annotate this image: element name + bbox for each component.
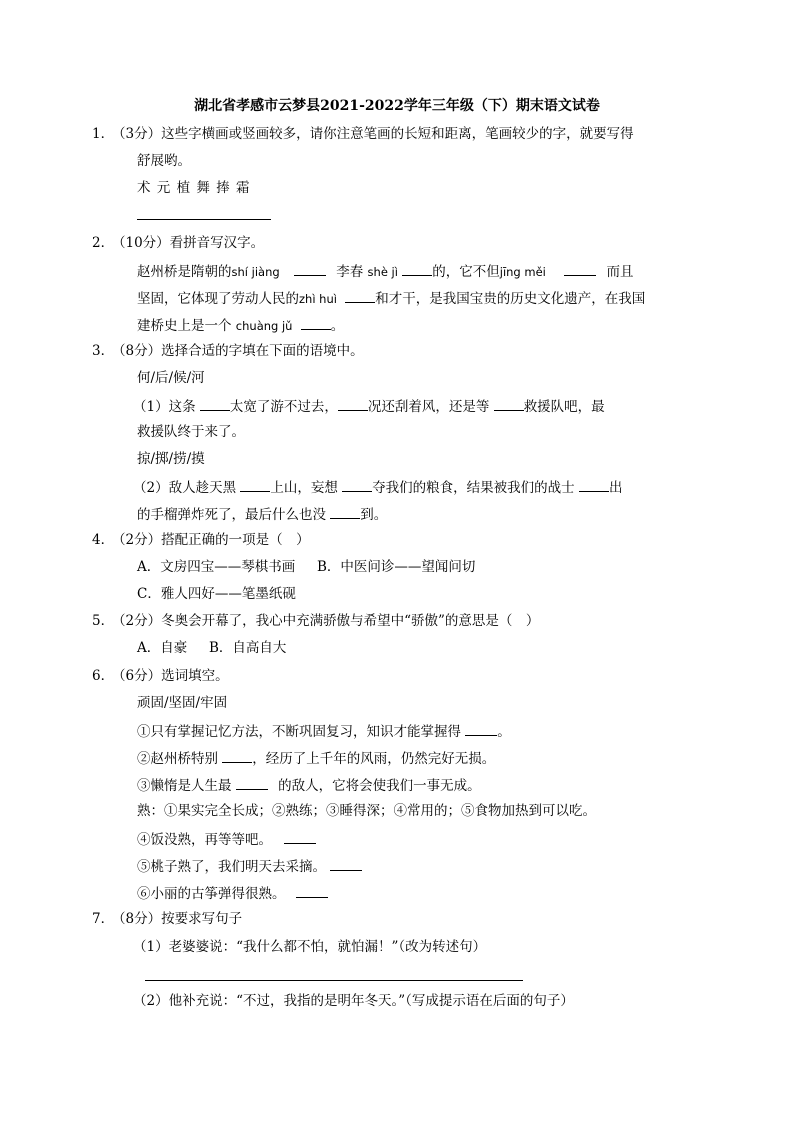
q7-sentence-1: （1）老婆婆说：“我什么都不怕，就怕漏！”（改为转述句）	[133, 939, 487, 955]
q6-item-1	[137, 721, 511, 741]
q2-text: 的，它不但	[432, 264, 500, 280]
q3-char-set-1: 何/后/候/河	[137, 370, 205, 386]
q3-text: （2）敌人趁天黑	[133, 480, 237, 496]
q3-blank-5[interactable]	[342, 477, 372, 492]
q6-text: ②赵州桥特别	[137, 751, 218, 767]
q6-blank-2[interactable]	[222, 748, 252, 763]
q2-blank-3[interactable]	[564, 261, 596, 276]
q4-option-c[interactable]: C．雅人四好——笔墨纸砚	[137, 586, 296, 602]
q3-sentence-2-cont	[137, 504, 387, 524]
q1-text: （3分）这些字横画或竖画较多，请你注意笔画的长短和距离，笔画较少的字，就要写得	[112, 126, 634, 142]
q6-blank-3[interactable]	[236, 775, 268, 790]
q6-text: ⑥小丽的古筝弹得很熟。	[137, 886, 286, 902]
pinyin: shè jì	[367, 265, 398, 279]
q6-text: ，经历了上千年的风雨，仍然完好无损。	[252, 751, 496, 767]
q3-number: 3．	[92, 343, 115, 359]
q5-prompt: （2分）冬奥会开幕了，我心中充满骄傲与希望中“骄傲”的意思是（ ）	[112, 613, 540, 629]
q6-text: ③懒惰是人生最	[137, 778, 232, 794]
q3-blank-2[interactable]	[338, 396, 368, 411]
q2-blank-1[interactable]	[294, 261, 326, 276]
q3-sentence-1	[133, 396, 605, 416]
q2-line1	[137, 261, 633, 281]
q2-text: 。	[330, 318, 345, 334]
q5-option-a[interactable]: A．自豪	[137, 640, 188, 656]
q6-number: 6．	[92, 668, 115, 684]
q3-text: 的手榴弹炸死了，最后什么也没	[137, 507, 326, 523]
q6-text: 的敌人，它将会使我们一事无成。	[278, 778, 481, 794]
q2-blank-5[interactable]	[301, 315, 331, 330]
q3-sentence-2	[133, 477, 622, 497]
q6-word-options: 顽固/坚固/牢固	[137, 695, 228, 711]
q6-example-1	[137, 829, 316, 849]
pinyin: zhì huì	[299, 292, 337, 306]
q6-shu-definitions: 熟：①果实完全长成；②熟练；③睡得深；④常用的；⑤食物加热到可以吃。	[137, 803, 596, 819]
q6-blank-6[interactable]	[296, 883, 328, 898]
q3-blank-3[interactable]	[494, 396, 524, 411]
q3-text: 上山，妄想	[270, 480, 338, 496]
q2-line3	[137, 315, 344, 335]
q6-text: ④饭没熟，再等等吧。	[137, 832, 272, 848]
q7-answer-line-1[interactable]	[145, 980, 523, 981]
q6-text: ①只有掌握记忆方法，不断巩固复习，知识才能掌握得	[137, 724, 461, 740]
q2-blank-2[interactable]	[402, 261, 432, 276]
q7-sentence-2: （2）他补充说：“不过，我指的是明年冬天。”（写成提示语在后面的句子）	[133, 993, 574, 1009]
q3-text: 太宽了游不过去，	[229, 399, 338, 415]
q3-text: 救援队吧，最	[523, 399, 605, 415]
pinyin: shí jiàng	[231, 265, 280, 279]
q3-blank-7[interactable]	[330, 504, 360, 519]
q1-number: 1．	[92, 126, 115, 142]
q6-example-2	[137, 856, 362, 876]
q2-text: 和才干，是我国宝贵的历史文化遗产，在我国	[375, 291, 646, 307]
q3-sentence-1-cont: 救援队终于来了。	[137, 424, 245, 440]
q4-option-a[interactable]: A．文房四宝——琴棋书画	[137, 559, 296, 575]
q6-blank-5[interactable]	[330, 856, 362, 871]
pinyin: chuàng jǔ	[235, 319, 293, 333]
q6-blank-1[interactable]	[465, 721, 497, 736]
q1-characters: 术 元 植 舞 捧 霜	[137, 180, 251, 196]
q6-prompt: （6分）选词填空。	[112, 668, 229, 684]
q7-number: 7．	[92, 911, 115, 927]
q3-text: 到。	[360, 507, 388, 523]
q3-blank-4[interactable]	[240, 477, 270, 492]
q1-answer-line[interactable]	[137, 219, 271, 220]
q5-option-b[interactable]: B．自高自大	[209, 640, 287, 656]
q6-item-2	[137, 748, 495, 768]
q3-char-set-2: 掠/掷/捞/摸	[137, 451, 205, 467]
q6-item-3	[137, 775, 481, 795]
q2-text: 赵州桥是隋朝的	[137, 264, 232, 280]
q2-text: 而且	[606, 264, 634, 280]
q3-text: 夺我们的粮食，结果被我们的战士	[372, 480, 575, 496]
q6-text: 。	[497, 724, 511, 740]
q2-blank-4[interactable]	[345, 288, 375, 303]
q7-prompt: （8分）按要求写句子	[112, 911, 243, 927]
q2-line2	[137, 288, 645, 308]
q2-text: 李春	[336, 264, 364, 280]
q2-prompt: （10分）看拼音写汉字。	[112, 235, 265, 251]
q6-text: ⑤桃子熟了，我们明天去采摘。	[137, 859, 326, 875]
q3-prompt: （8分）选择合适的字填在下面的语境中。	[112, 343, 364, 359]
q6-example-3	[137, 883, 328, 903]
q2-number: 2．	[92, 235, 115, 251]
pinyin: jīng měi	[499, 265, 546, 279]
q3-text: （1）这条	[133, 399, 196, 415]
q3-blank-6[interactable]	[579, 477, 609, 492]
q3-blank-1[interactable]	[200, 396, 230, 411]
q3-text: 况还刮着风，还是等	[367, 399, 490, 415]
exam-title: 湖北省孝感市云梦县2021-2022学年三年级（下）期末语文试卷	[194, 98, 600, 114]
q1-text-cont: 舒展哟。	[137, 153, 191, 169]
q4-option-b[interactable]: B．中医问诊——望闻问切	[317, 559, 476, 575]
q4-number: 4．	[92, 532, 115, 548]
q2-text: 坚固，它体现了劳动人民的	[137, 291, 299, 307]
q6-blank-4[interactable]	[284, 829, 316, 844]
q5-number: 5．	[92, 613, 115, 629]
q4-prompt: （2分）搭配正确的一项是（ ）	[112, 532, 310, 548]
q3-text: 出	[608, 480, 623, 496]
q2-text: 建桥史上是一个	[137, 318, 232, 334]
